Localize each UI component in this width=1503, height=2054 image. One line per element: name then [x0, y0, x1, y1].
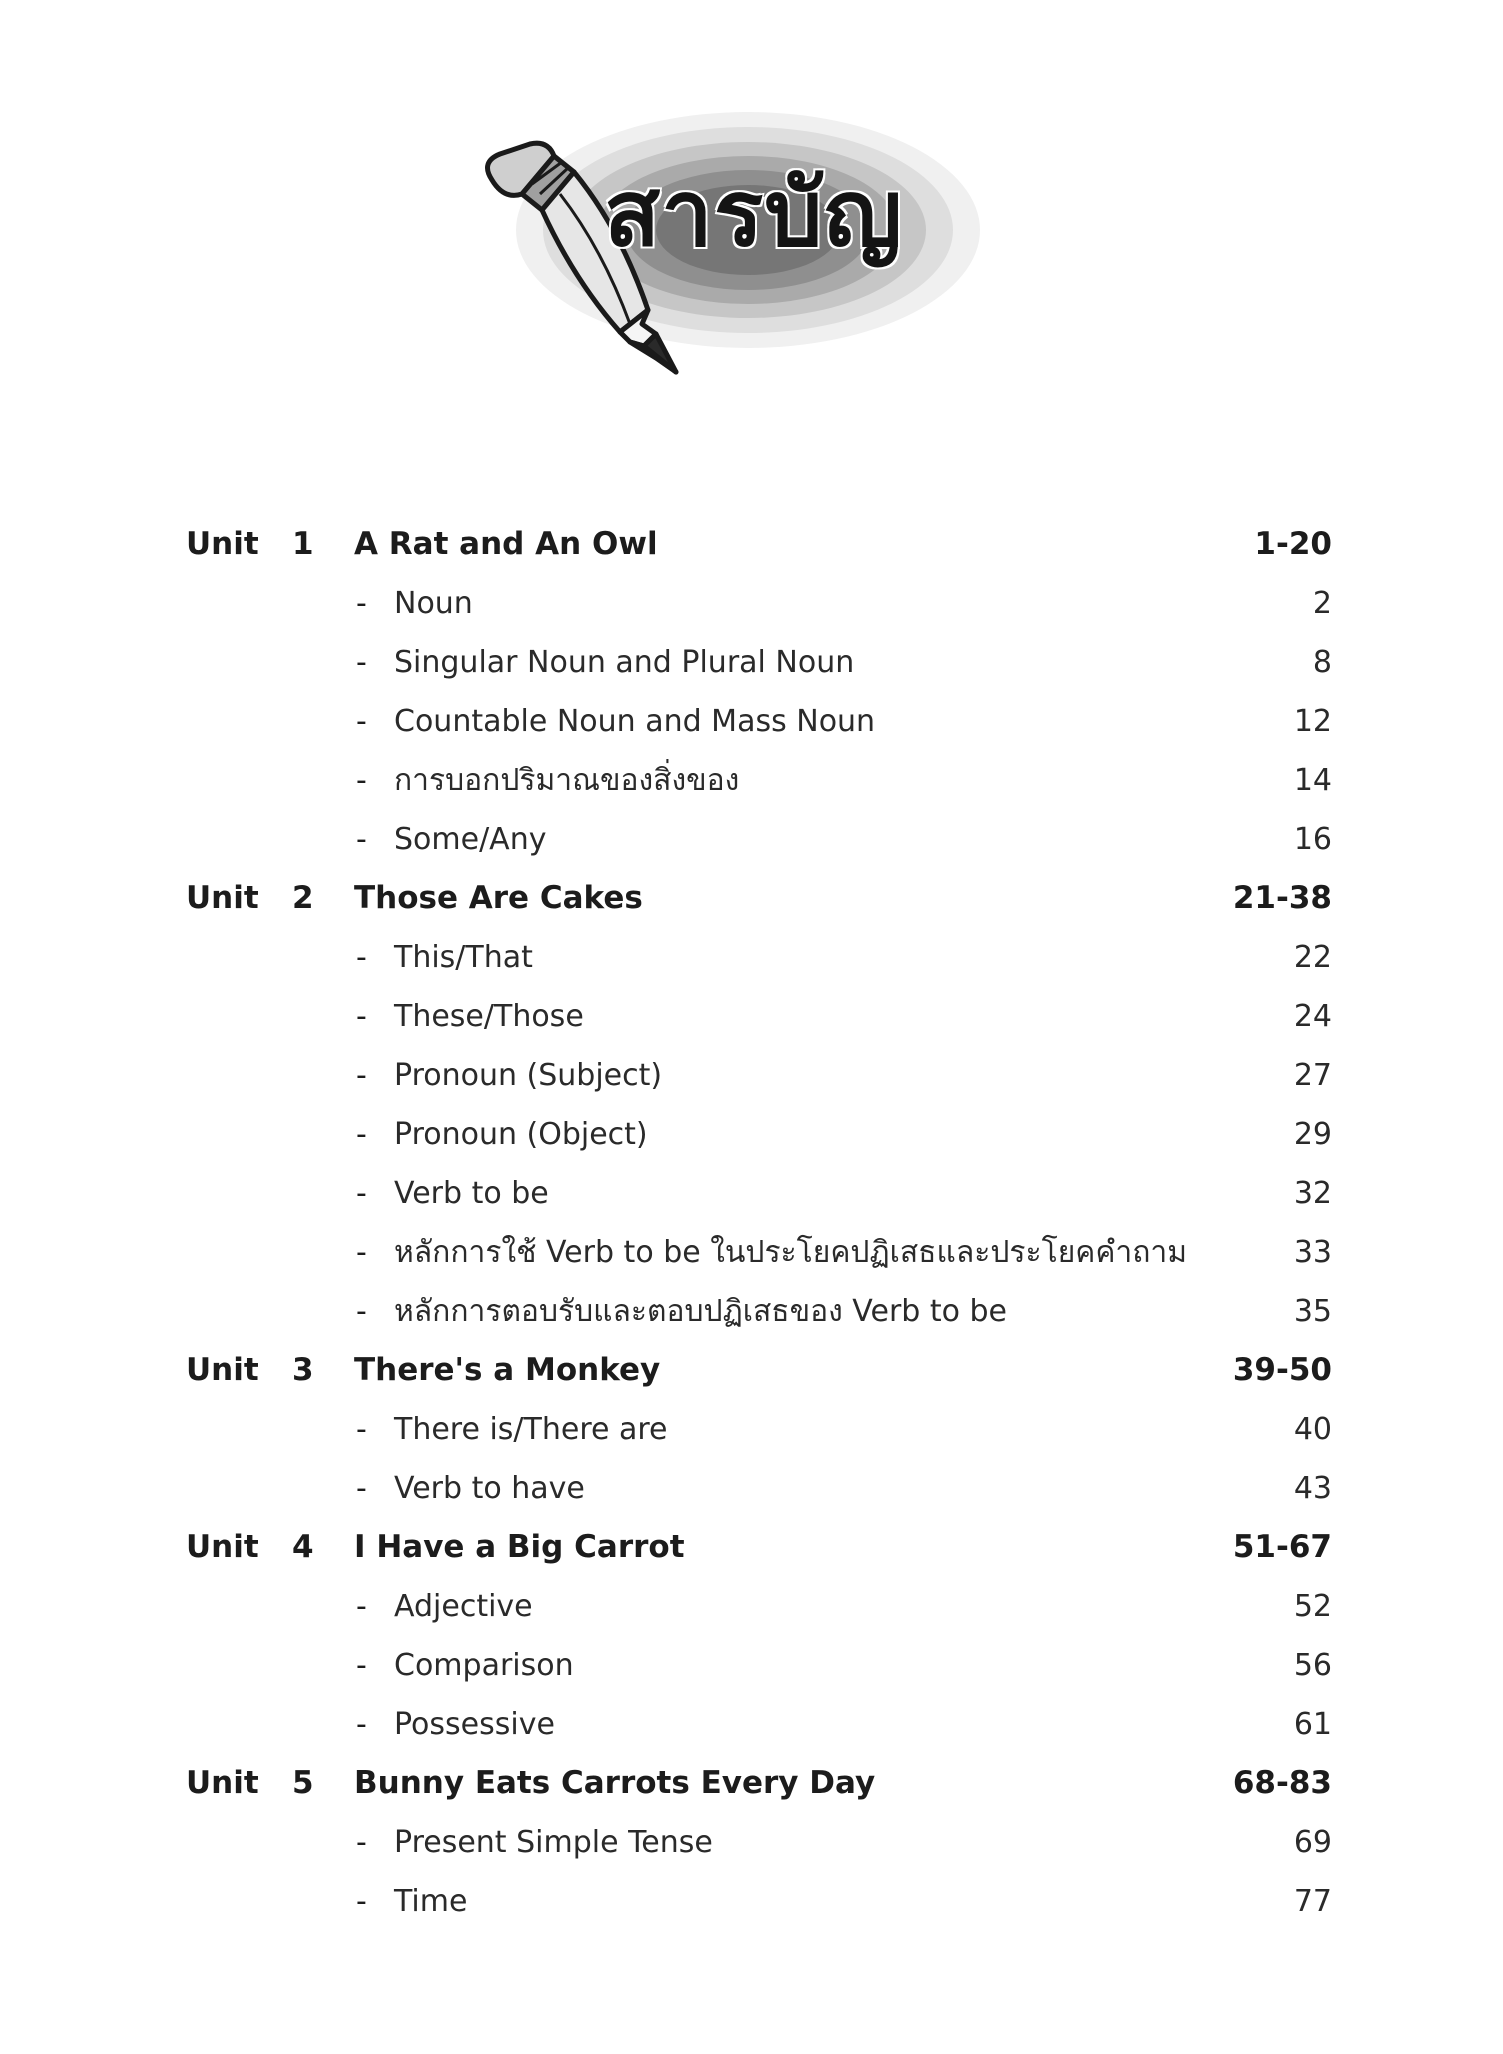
toc-topic-row: [186, 1695, 1332, 1754]
toc-topic-text: Verb to be: [394, 1176, 549, 1211]
toc-unit-title: There's a Monkey: [354, 1352, 661, 1388]
toc-topic-page: 8: [1312, 645, 1332, 680]
toc-unit-title: A Rat and An Owl: [354, 526, 658, 562]
toc-topic-dash: -: [356, 940, 367, 975]
toc-unit-label: Unit: [186, 880, 259, 916]
toc-unit-label: Unit: [186, 1352, 259, 1388]
toc-topic-text: Present Simple Tense: [394, 1825, 713, 1860]
toc-topic-row: [186, 751, 1332, 810]
toc-unit-title: Those Are Cakes: [354, 880, 643, 916]
toc-topic-page: 32: [1293, 1176, 1332, 1211]
toc-topic-dash: -: [356, 1117, 367, 1152]
toc-topic-text: การบอกปริมาณของสิ่งของ: [394, 763, 740, 798]
toc-topic-page: 52: [1293, 1589, 1332, 1624]
toc-topic-dash: -: [356, 1825, 367, 1860]
page-header: [470, 110, 990, 390]
toc-topic-dash: -: [356, 999, 367, 1034]
toc-unit-pages: 39-50: [1232, 1352, 1332, 1388]
toc-topic-dash: -: [356, 704, 367, 739]
toc-topic-dash: -: [356, 1884, 367, 1919]
toc-topic-row: [186, 1282, 1332, 1341]
toc-topic-page: 56: [1293, 1648, 1332, 1683]
toc-unit-title: Bunny Eats Carrots Every Day: [354, 1765, 876, 1801]
toc-unit-label: Unit: [186, 526, 259, 562]
toc-topic-page: 24: [1293, 999, 1332, 1034]
table-of-contents: [186, 515, 1332, 1931]
toc-topic-page: 22: [1293, 940, 1332, 975]
toc-topic-text: Comparison: [394, 1648, 574, 1683]
toc-topic-row: [186, 1105, 1332, 1164]
toc-topic-row: [186, 1400, 1332, 1459]
toc-topic-page: 14: [1293, 763, 1332, 798]
toc-topic-row: [186, 1577, 1332, 1636]
toc-unit-label: Unit: [186, 1765, 259, 1801]
toc-topic-text: Some/Any: [394, 822, 547, 857]
toc-topic-dash: -: [356, 645, 367, 680]
toc-topic-text: Singular Noun and Plural Noun: [394, 645, 855, 680]
toc-unit-row: [186, 1518, 1332, 1577]
toc-unit-number: 1: [292, 526, 314, 562]
toc-topic-dash: -: [356, 1058, 367, 1093]
toc-topic-row: [186, 1164, 1332, 1223]
toc-topic-row: [186, 1046, 1332, 1105]
toc-unit-pages: 1-20: [1254, 526, 1332, 562]
toc-topic-row: [186, 633, 1332, 692]
toc-topic-text: This/That: [394, 940, 533, 975]
toc-topic-row: [186, 1813, 1332, 1872]
toc-topic-text: Pronoun (Subject): [394, 1058, 663, 1093]
toc-topic-dash: -: [356, 1235, 367, 1270]
toc-topic-dash: -: [356, 1294, 367, 1329]
toc-topic-text: There is/There are: [394, 1412, 668, 1447]
toc-topic-dash: -: [356, 1707, 367, 1742]
toc-topic-text: Countable Noun and Mass Noun: [394, 704, 876, 739]
toc-topic-row: [186, 1636, 1332, 1695]
toc-topic-row: [186, 1459, 1332, 1518]
toc-topic-page: 40: [1293, 1412, 1332, 1447]
toc-topic-page: 27: [1293, 1058, 1332, 1093]
toc-unit-number: 3: [292, 1352, 314, 1388]
toc-topic-page: 12: [1293, 704, 1332, 739]
toc-unit-row: [186, 515, 1332, 574]
toc-topic-dash: -: [356, 763, 367, 798]
toc-unit-pages: 51-67: [1232, 1529, 1332, 1565]
toc-topic-page: 2: [1312, 586, 1332, 621]
toc-unit-number: 5: [292, 1765, 314, 1801]
toc-topic-row: [186, 574, 1332, 633]
toc-unit-number: 4: [292, 1529, 314, 1565]
toc-unit-pages: 68-83: [1232, 1765, 1332, 1801]
toc-unit-row: [186, 1754, 1332, 1813]
toc-topic-text: These/Those: [394, 999, 584, 1034]
toc-unit-row: [186, 869, 1332, 928]
toc-topic-text: หลักการตอบรับและตอบปฏิเสธของ Verb to be: [394, 1294, 1008, 1329]
toc-topic-text: หลักการใช้ Verb to be ในประโยคปฏิเสธและประโยคคำถาม: [394, 1235, 1188, 1270]
toc-topic-page: 29: [1293, 1117, 1332, 1152]
toc-topic-text: Time: [394, 1884, 468, 1919]
toc-topic-page: 43: [1293, 1471, 1332, 1506]
page-title: สารบัญ: [604, 160, 904, 267]
toc-topic-text: Verb to have: [394, 1471, 585, 1506]
toc-topic-page: 61: [1293, 1707, 1332, 1742]
toc-unit-label: Unit: [186, 1529, 259, 1565]
toc-topic-page: 77: [1293, 1884, 1332, 1919]
toc-topic-page: 16: [1293, 822, 1332, 857]
toc-topic-text: Pronoun (Object): [394, 1117, 648, 1152]
toc-topic-row: [186, 692, 1332, 751]
toc-unit-pages: 21-38: [1232, 880, 1332, 916]
toc-topic-dash: -: [356, 1471, 367, 1506]
toc-unit-title: I Have a Big Carrot: [354, 1529, 685, 1565]
toc-topic-row: [186, 1223, 1332, 1282]
toc-topic-row: [186, 810, 1332, 869]
toc-topic-page: 35: [1293, 1294, 1332, 1329]
toc-topic-text: Adjective: [394, 1589, 533, 1624]
toc-topic-dash: -: [356, 586, 367, 621]
toc-topic-row: [186, 928, 1332, 987]
toc-topic-dash: -: [356, 1176, 367, 1211]
toc-topic-dash: -: [356, 822, 367, 857]
toc-topic-page: 69: [1293, 1825, 1332, 1860]
toc-topic-text: Noun: [394, 586, 473, 621]
toc-topic-text: Possessive: [394, 1707, 555, 1742]
toc-topic-dash: -: [356, 1412, 367, 1447]
toc-unit-row: [186, 1341, 1332, 1400]
toc-topic-row: [186, 1872, 1332, 1931]
toc-topic-row: [186, 987, 1332, 1046]
toc-topic-page: 33: [1293, 1235, 1332, 1270]
toc-topic-dash: -: [356, 1648, 367, 1683]
toc-unit-number: 2: [292, 880, 314, 916]
toc-topic-dash: -: [356, 1589, 367, 1624]
